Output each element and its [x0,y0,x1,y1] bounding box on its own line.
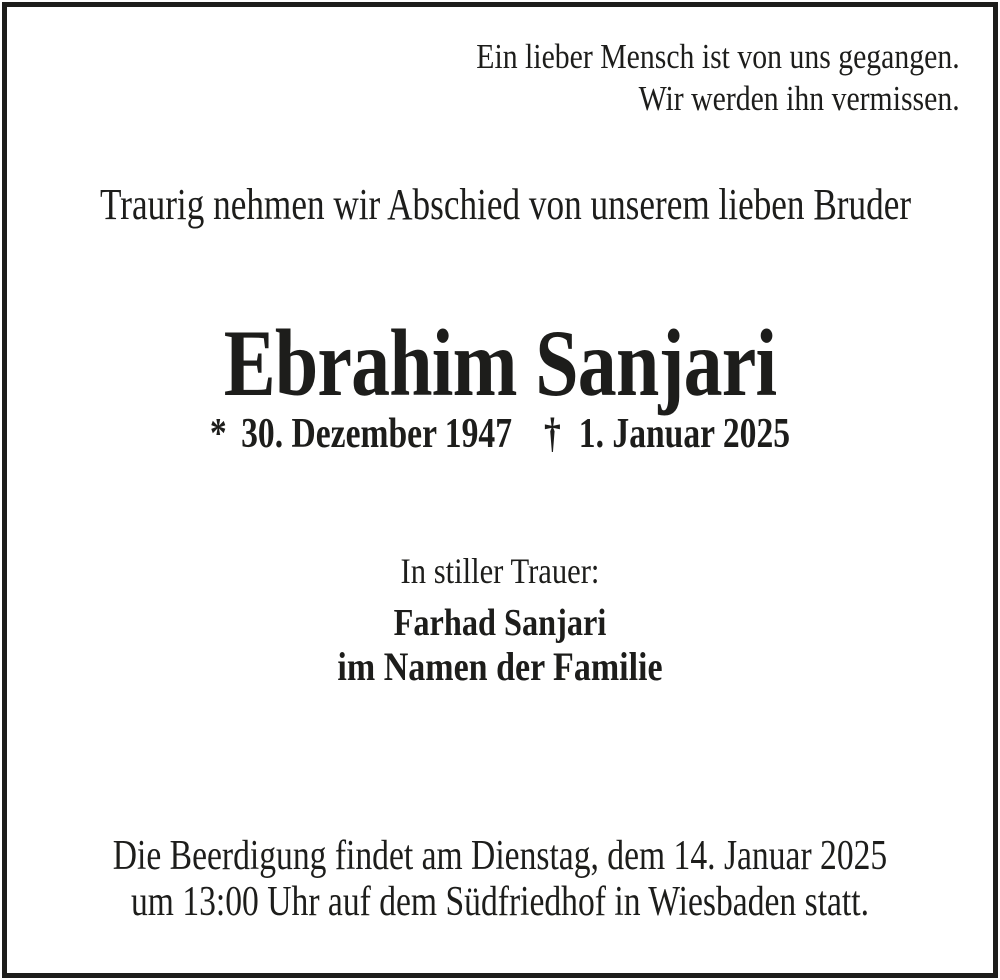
death-cross-symbol: † [544,411,561,457]
mourner-name: Farhad Sanjari [393,602,607,644]
funeral-details [100,833,900,925]
death-date: 1. Januar 2025 [578,411,791,457]
death-date-group [544,413,790,455]
birth-date: 30. Dezember 1947 [241,411,512,457]
funeral-line-1: Die Beerdigung findet am Dienstag, dem 14. Januar 2025 [112,833,888,879]
notice-border-frame [2,2,998,978]
birth-star-symbol: * [209,411,227,457]
life-dates [100,413,900,455]
intro-text [477,36,960,120]
on-behalf-of-family: im Namen der Familie [337,644,663,689]
deceased-name: Ebrahim Sanjari [223,310,777,416]
opening-line: Traurig nehmen wir Abschied von unserem lieben Bruder [100,180,912,229]
intro-line-1: Ein lieber Mensch ist von uns gegangen. [476,37,960,76]
intro-line-2: Wir werden ihn vermissen. [638,79,960,118]
funeral-line-2: um 13:00 Uhr auf dem Südfriedhof in Wiesbaden statt. [130,879,870,925]
mourning-header: In stiller Trauer: [400,551,600,591]
